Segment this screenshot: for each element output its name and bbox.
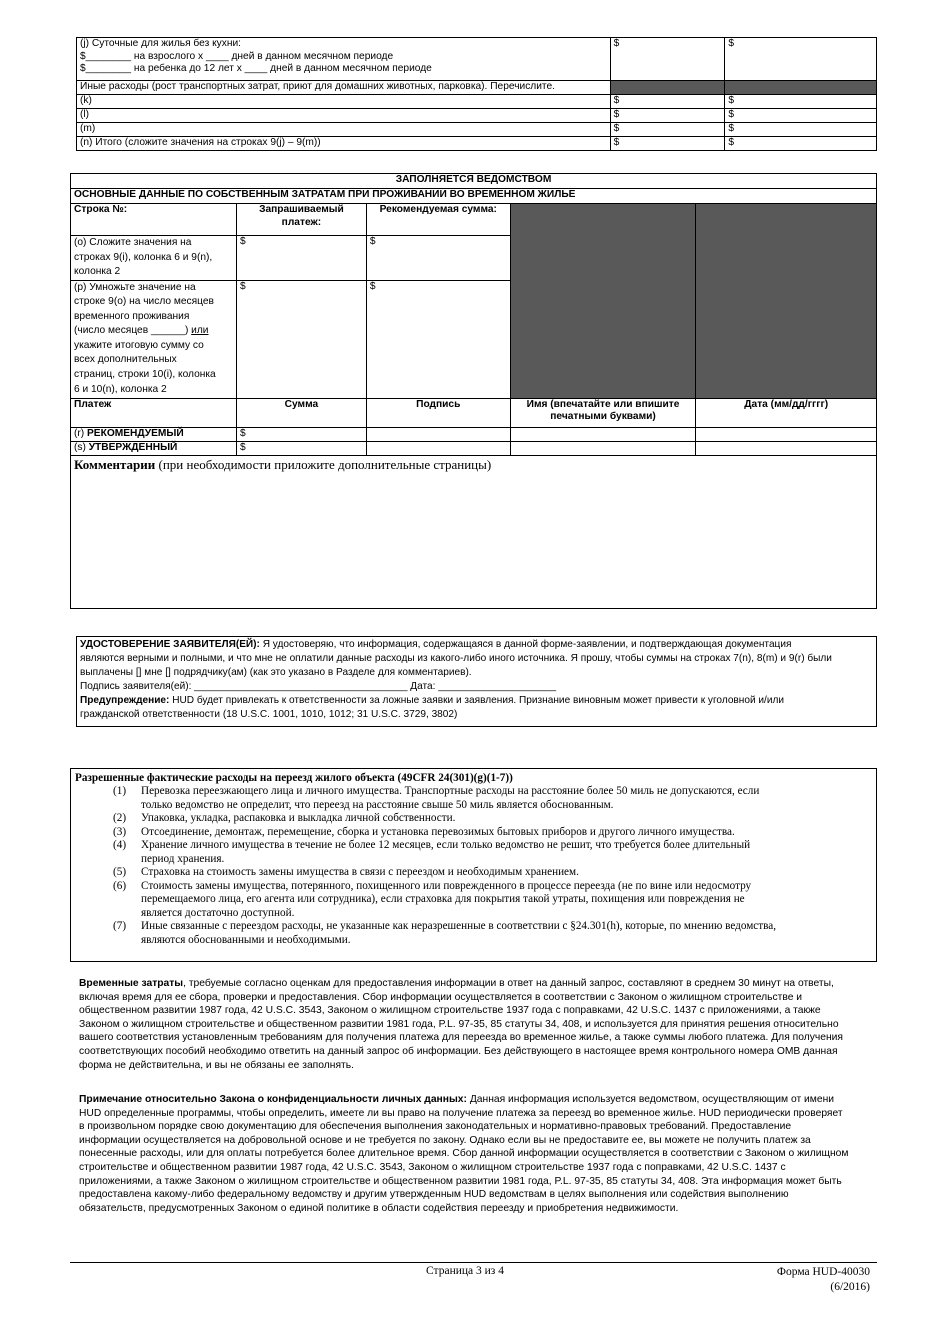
warning-title: Предупреждение: bbox=[80, 695, 170, 707]
col-header-recommended: Рекомендуемая сумма: bbox=[366, 204, 510, 236]
other-expenses-label: Иные расходы (рост транспортных затрат, приют для домашних животных, парковка). Перечислите. bbox=[77, 81, 611, 95]
row-p-requested[interactable]: $ bbox=[236, 280, 366, 398]
row-p-line: строке 9(o) на число месяцев bbox=[74, 296, 214, 308]
row-p-line: (p) Умножьте значение на bbox=[74, 281, 196, 293]
payment-label bbox=[71, 427, 237, 441]
applicant-certification bbox=[76, 636, 877, 727]
list-item bbox=[75, 839, 872, 866]
date-header: Дата (мм/дд/гггг) bbox=[696, 398, 877, 427]
certification-text: являются верными и полными, и что мне не оплатили данные расходы из какого-либо иного источника. Я прошу, чтобы суммы на строках 7(n), 8(m) и 9(r) были bbox=[80, 653, 832, 665]
payment-date[interactable] bbox=[696, 441, 877, 455]
payment-date[interactable] bbox=[696, 427, 877, 441]
row-o-recommended[interactable]: $ bbox=[366, 236, 510, 281]
allowed-expenses-title: Разрешенные фактические расходы на переезд жилого объекта (49CFR 24(301)(g)(1-7)) bbox=[75, 772, 513, 784]
row-j-col2[interactable]: $ bbox=[725, 38, 877, 81]
amount-cell[interactable]: $ bbox=[725, 95, 877, 109]
privacy-text: в произвольном порядке свою документацию для обеспечения выполнения законодательных и нормативно-правовых требований. Предоставление bbox=[79, 1121, 792, 1133]
list-item bbox=[75, 785, 872, 812]
amount-header: Сумма bbox=[236, 398, 366, 427]
row-label: (l) bbox=[77, 109, 611, 123]
row-p-line: страниц, строки 10(i), колонка bbox=[74, 369, 216, 381]
privacy-text: Данная информация используется ведомством, осуществляющим от имени bbox=[466, 1094, 835, 1105]
item-number: (1) bbox=[113, 785, 127, 797]
row-p-line: временного проживания bbox=[74, 310, 190, 322]
list-item bbox=[75, 880, 872, 921]
privacy-text: информации осуществляется на добровольной основе и не требуется по закону. Однако если вы не предоставите ее, вы можете не получить платеж за bbox=[79, 1134, 811, 1146]
row-label: (k) bbox=[77, 95, 611, 109]
payment-amount[interactable]: $ bbox=[236, 441, 366, 455]
item-text: Упаковка, укладка, распаковка и выкладка личной собственности. bbox=[141, 812, 456, 824]
item-text: являются обоснованными и необходимыми. bbox=[141, 933, 351, 946]
expense-table bbox=[76, 37, 877, 151]
item-text: Отсоединение, демонтаж, перемещение, сборка и установка перевозимых бытовых приборов и другого личного имущества. bbox=[141, 825, 735, 838]
item-number: (6) bbox=[113, 879, 127, 892]
item-text: Хранение личного имущества в течение не более 12 месяцев, если только ведомство не решит, что требуется более длительный bbox=[141, 839, 751, 851]
footer-rule bbox=[70, 1262, 877, 1263]
item-number: (3) bbox=[113, 825, 127, 838]
item-text: Иные связанные с переездом расходы, не указанные как неразрешенные в соответствии с §24.301(h), которые, по мнению ведомства, bbox=[141, 920, 777, 932]
form-date: (6/2016) bbox=[830, 1281, 870, 1293]
form-id bbox=[720, 1265, 870, 1295]
privacy-text: предоставлена какому-либо федеральному ведомству и другим утвержденным HUD ведомствам в целях выполнения или содействия выполнению bbox=[79, 1189, 789, 1201]
certification-text: выплачены [] мне [] подрядчику(ам) (как это указано в Разделе для комментариев). bbox=[80, 667, 472, 679]
item-text: период хранения. bbox=[141, 852, 225, 865]
certification-text: Я удостоверяю, что информация, содержащаяся в данной форме-заявлении, и подтверждающая документация bbox=[259, 639, 792, 650]
agency-subtitle: ОСНОВНЫЕ ДАННЫЕ ПО СОБСТВЕННЫМ ЗАТРАТАМ ПРИ ПРОЖИВАНИИ ВО ВРЕМЕННОМ ЖИЛЬЕ bbox=[71, 189, 877, 204]
row-other bbox=[77, 81, 877, 95]
table-row bbox=[77, 123, 877, 137]
signature-header: Подпись bbox=[366, 398, 510, 427]
time-burden-text: включая время для ее сбора, проверки и предоставления. Сбор информации осуществляется в соответствии с Законом о жилищном строительстве и bbox=[79, 991, 803, 1003]
time-burden-text: Законом о жилищном строительстве и общественном развитии 1981 года, P.L. 97-35, 85 статуты 34, 408, и используется для принятия решения относительно bbox=[79, 1018, 839, 1030]
payment-row-approved bbox=[71, 441, 877, 455]
comments-box[interactable] bbox=[71, 455, 877, 608]
payment-prefix: (s) bbox=[74, 441, 89, 453]
time-burden-text: соответствующих пособий необходимо ответить на данный запрос об информации. Без действующего в настоящее время контрольного номера OMB данная bbox=[79, 1045, 838, 1057]
privacy-text: HUD определенные программы, чтобы определить, имеете ли вы право на получение платежа за переезд во временное жилье. HUD периодически проверяет bbox=[79, 1107, 843, 1119]
warning-text: HUD будет привлекать к ответственности за ложные заявки и заявления. Признание виновным может привести к уголовной и/или bbox=[169, 695, 785, 707]
shaded-cell bbox=[610, 81, 725, 95]
payment-signature[interactable] bbox=[366, 427, 510, 441]
row-o-description bbox=[71, 236, 237, 281]
item-text: является достаточно доступной. bbox=[141, 906, 295, 919]
row-o-line: строках 9(i), колонка 6 и 9(n), bbox=[74, 251, 213, 263]
time-burden-section bbox=[79, 977, 879, 1072]
row-p-description bbox=[71, 280, 237, 398]
list-item bbox=[75, 826, 872, 840]
table-row bbox=[77, 109, 877, 123]
allowed-expenses-list bbox=[75, 785, 872, 947]
payment-header-row bbox=[71, 398, 877, 427]
amount-cell[interactable]: $ bbox=[725, 109, 877, 123]
row-p-months[interactable]: (число месяцев ______) bbox=[74, 325, 192, 337]
row-o-requested[interactable]: $ bbox=[236, 236, 366, 281]
payment-amount[interactable]: $ bbox=[236, 427, 366, 441]
row-label: (n) Итого (сложите значения на строках 9(j) – 9(m)) bbox=[77, 137, 611, 151]
payment-name: РЕКОМЕНДУЕМЫЙ bbox=[87, 427, 184, 439]
privacy-title: Примечание относительно Закона о конфиденциальности личных данных: bbox=[79, 1094, 467, 1105]
allowed-expenses-box bbox=[70, 768, 877, 962]
row-o-line: (o) Сложите значения на bbox=[74, 237, 192, 248]
payment-label bbox=[71, 441, 237, 455]
privacy-text: обязательств, предусмотренных Законом о единой политике в области содействия переезду и приобретения недвижимости. bbox=[79, 1202, 679, 1214]
row-j bbox=[77, 38, 877, 81]
payment-print-name[interactable] bbox=[510, 441, 696, 455]
item-number: (2) bbox=[113, 812, 127, 824]
item-text: только ведомство не определит, что переезд на расстояние свыше 50 миль является обоснованным. bbox=[141, 798, 614, 811]
payment-prefix: (r) bbox=[74, 427, 88, 439]
shaded-cell bbox=[725, 81, 877, 95]
agency-table bbox=[70, 173, 877, 609]
certification-title: УДОСТОВЕРЕНИЕ ЗАЯВИТЕЛЯ(ЕЙ): bbox=[80, 639, 260, 650]
list-item bbox=[75, 920, 872, 947]
row-p-months-line bbox=[74, 324, 233, 339]
row-j-line: $________ на взрослого х ____ дней в данном месячном периоде bbox=[80, 50, 394, 62]
amount-cell[interactable]: $ bbox=[725, 137, 877, 151]
payment-header: Платеж bbox=[71, 398, 237, 427]
shaded-cell bbox=[696, 204, 877, 399]
form-number: Форма HUD-40030 bbox=[776, 1266, 870, 1278]
col-header-line: Строка №: bbox=[71, 204, 237, 236]
page-number: Страница 3 из 4 bbox=[426, 1265, 504, 1277]
item-number: (7) bbox=[113, 920, 127, 932]
comments-row bbox=[71, 455, 877, 608]
comments-note: (при необходимости приложите дополнительные страницы) bbox=[155, 456, 492, 472]
item-number: (5) bbox=[113, 866, 127, 878]
warning-text: гражданской ответственности (18 U.S.C. 1001, 1010, 1012; 31 U.S.C. 3729, 3802) bbox=[80, 709, 458, 721]
amount-cell[interactable]: $ bbox=[610, 137, 725, 151]
col-header-requested: Запрашиваемый платеж: bbox=[236, 204, 366, 236]
payment-row-recommended bbox=[71, 427, 877, 441]
row-label: (m) bbox=[77, 123, 611, 137]
time-burden-text: вашего соответствия установленным требованиям для получения платежа для переезда во временное жилье, а также суммы любого платежа. Для получения bbox=[79, 1032, 843, 1044]
item-text: Стоимость замены имущества, потерянного, похищенного или поврежденного в процессе переезда (не по вине или недосмотру bbox=[141, 879, 752, 892]
row-j-line: (j) Суточные для жилья без кухни: bbox=[80, 38, 241, 49]
row-o-line: колонка 2 bbox=[74, 266, 121, 277]
item-number: (4) bbox=[113, 839, 127, 851]
amount-cell[interactable]: $ bbox=[610, 95, 725, 109]
time-burden-text: общественном развитии 1987 года, 42 U.S.C. 3543, Законом о жилищном строительстве 1937 года с поправками, 42 U.S.C. 1437 с приложениями, а также bbox=[79, 1005, 821, 1017]
row-p-line: всех дополнительных bbox=[74, 354, 177, 366]
table-row-total bbox=[77, 137, 877, 151]
privacy-text: приложениями, а также Законом о жилищном строительстве и общественном развитии 1981 года, P.L. 97-35, 85 статуты 34, 408. Эта информация может быть bbox=[79, 1175, 842, 1187]
privacy-act-section bbox=[79, 1093, 879, 1215]
row-p-line: 6 и 10(n), колонка 2 bbox=[74, 383, 167, 395]
list-item bbox=[75, 812, 872, 826]
time-burden-text: форма не действительна, и вы не обязаны ее заполнять. bbox=[79, 1059, 354, 1071]
payment-signature[interactable] bbox=[366, 441, 510, 455]
row-j-description bbox=[77, 38, 611, 81]
amount-cell[interactable]: $ bbox=[725, 123, 877, 137]
row-p-recommended[interactable]: $ bbox=[366, 280, 510, 398]
item-text: Страховка на стоимость замены имущества в связи с переездом и необходимым хранением. bbox=[141, 866, 579, 878]
amount-cell[interactable]: $ bbox=[610, 109, 725, 123]
comments-label: Комментарии bbox=[74, 456, 156, 472]
shaded-cell bbox=[510, 204, 696, 399]
item-text: Перевозка переезжающего лица и личного имущества. Транспортные расходы на расстояние более 50 миль не допускаются, если bbox=[141, 785, 760, 797]
row-p-line: укажите итоговую сумму со bbox=[74, 339, 204, 351]
signature-line[interactable]: Подпись заявителя(ей): ______________________________________ Дата: _____________________ bbox=[80, 681, 557, 693]
privacy-text: понесенные расходы, или для оплаты потребуется более длительное время. Сбор данной информации осуществляется в соответствии с Законом о жилищном bbox=[79, 1148, 849, 1160]
row-j-line: $________ на ребенка до 12 лет х ____ дней в данном месячном периоде bbox=[80, 63, 432, 74]
name-header: Имя (впечатайте или впишите печатными буквами) bbox=[510, 398, 696, 427]
amount-cell[interactable]: $ bbox=[610, 123, 725, 137]
list-item bbox=[75, 866, 872, 880]
time-burden-title: Временные затраты bbox=[79, 978, 184, 989]
payment-name: УТВЕРЖДЕННЫЙ bbox=[88, 441, 178, 453]
agency-title: ЗАПОЛНЯЕТСЯ ВЕДОМСТВОМ bbox=[71, 174, 877, 189]
item-text: перемещаемого лица, его агента или сотрудника), если страховка для покрытия такой утраты, похищения или повреждения не bbox=[141, 893, 745, 905]
privacy-text: строительстве и общественном развитии 1987 года, 42 U.S.C. 3543, Законом о жилищном строительстве 1937 года с поправками, 42 U.S.C. 1437 с bbox=[79, 1161, 786, 1173]
time-burden-text: , требуемые согласно оценкам для предоставления информации в ответ на данный запрос, составляют в среднем 30 минут на ответы, bbox=[183, 978, 834, 989]
payment-print-name[interactable] bbox=[510, 427, 696, 441]
agency-header-row bbox=[71, 204, 877, 236]
table-row bbox=[77, 95, 877, 109]
row-p-or: или bbox=[191, 325, 209, 337]
row-j-col1[interactable]: $ bbox=[610, 38, 725, 81]
